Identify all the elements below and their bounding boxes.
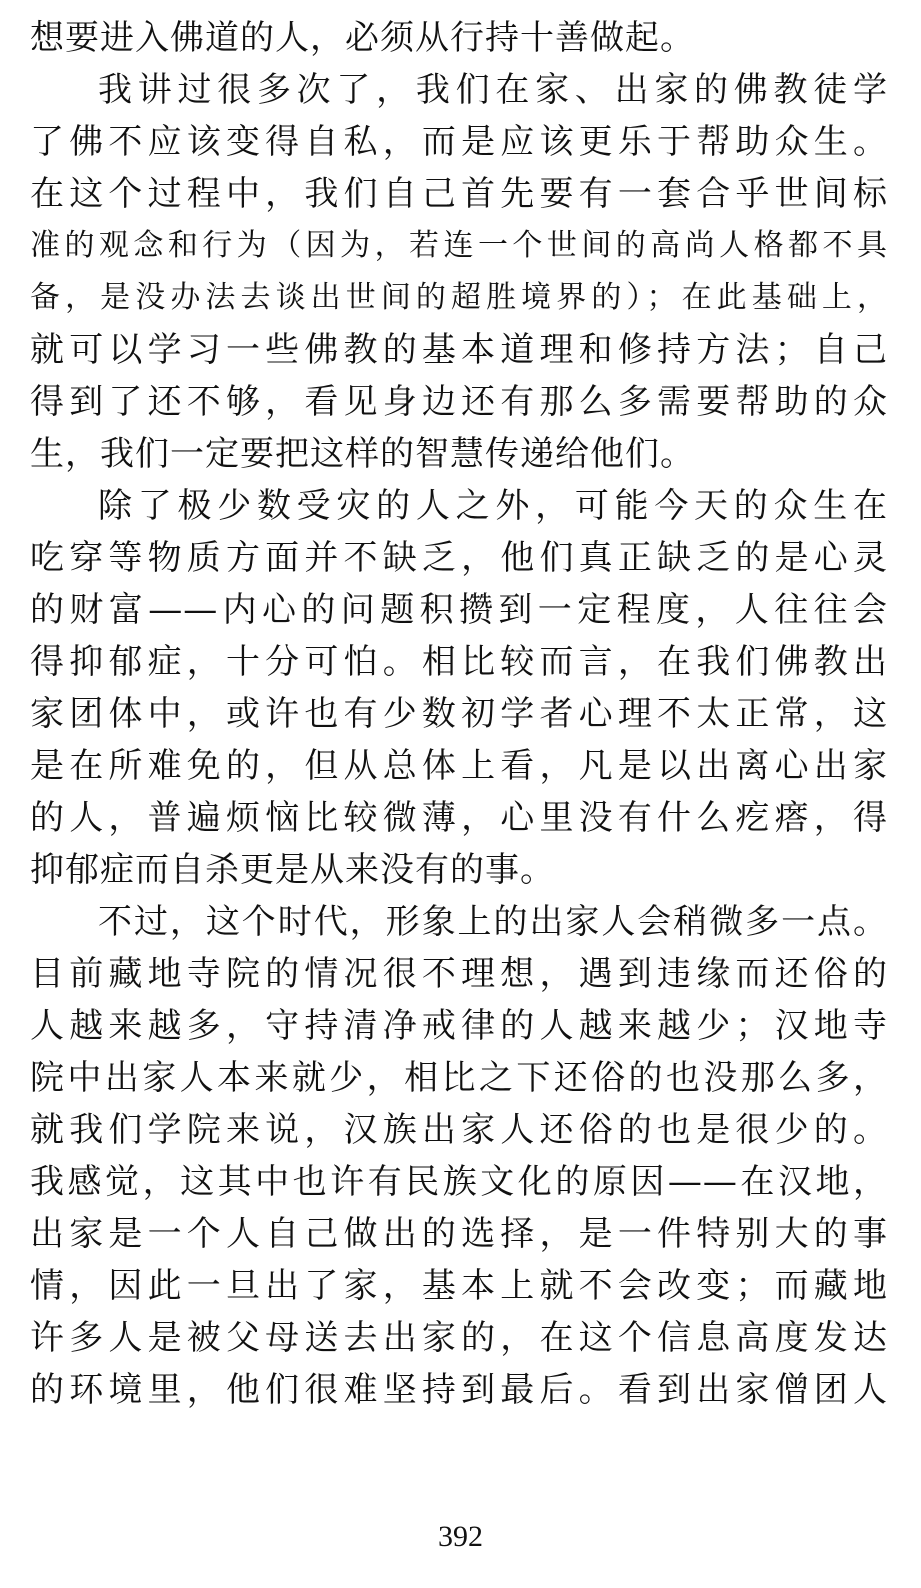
text-line: 想要进入佛道的人，必须从行持十善做起。	[30, 18, 695, 58]
text-line: 我感觉，这其中也许有民族文化的原因——在汉地，	[30, 1162, 888, 1202]
text-line: 目前藏地寺院的情况很不理想，遇到违缘而还俗的	[30, 954, 888, 994]
text-line: 就我们学院来说，汉族出家人还俗的也是很少的。	[30, 1110, 888, 1150]
text-line: 不过，这个时代，形象上的出家人会稍微多一点。	[98, 902, 888, 942]
text-line: 吃穿等物质方面并不缺乏，他们真正缺乏的是心灵	[30, 538, 888, 578]
text-line: 得到了还不够，看见身边还有那么多需要帮助的众	[30, 382, 888, 422]
text-line: 是在所难免的，但从总体上看，凡是以出离心出家	[30, 746, 888, 786]
text-line: 情，因此一旦出了家，基本上就不会改变；而藏地	[30, 1266, 888, 1306]
text-line: 家团体中，或许也有少数初学者心理不太正常，这	[30, 694, 888, 734]
text-line: 许多人是被父母送去出家的，在这个信息高度发达	[30, 1318, 888, 1358]
text-line: 人越来越多，守持清净戒律的人越来越少；汉地寺	[30, 1006, 888, 1046]
text-line: 了佛不应该变得自私，而是应该更乐于帮助众生。	[30, 122, 888, 162]
text-line: 的人，普遍烦恼比较微薄，心里没有什么疙瘩，得	[30, 798, 888, 838]
text-line: 的财富——内心的问题积攒到一定程度，人往往会	[30, 590, 888, 630]
text-line: 生，我们一定要把这样的智慧传递给他们。	[30, 434, 695, 474]
text-line: 出家是一个人自己做出的选择，是一件特别大的事	[30, 1214, 888, 1254]
text-line: 除了极少数受灾的人之外，可能今天的众生在	[98, 486, 888, 526]
body-text	[30, 12, 888, 1416]
text-line: 抑郁症而自杀更是从来没有的事。	[30, 850, 555, 890]
text-line: 就可以学习一些佛教的基本道理和修持方法；自己	[30, 330, 888, 370]
text-line: 的环境里，他们很难坚持到最后。看到出家僧团人	[30, 1370, 888, 1410]
text-line: 院中出家人本来就少，相比之下还俗的也没那么多，	[30, 1058, 888, 1098]
text-line: 备，是没办法去谈出世间的超胜境界的）；在此基础上，	[30, 280, 888, 315]
text-line: 准的观念和行为（因为，若连一个世间的高尚人格都不具	[30, 228, 888, 263]
text-line: 在这个过程中，我们自己首先要有一套合乎世间标	[30, 174, 888, 214]
text-line: 得抑郁症，十分可怕。相比较而言，在我们佛教出	[30, 642, 888, 682]
page-number: 392	[438, 1520, 483, 1553]
text-line: 我讲过很多次了，我们在家、出家的佛教徒学	[98, 70, 888, 110]
